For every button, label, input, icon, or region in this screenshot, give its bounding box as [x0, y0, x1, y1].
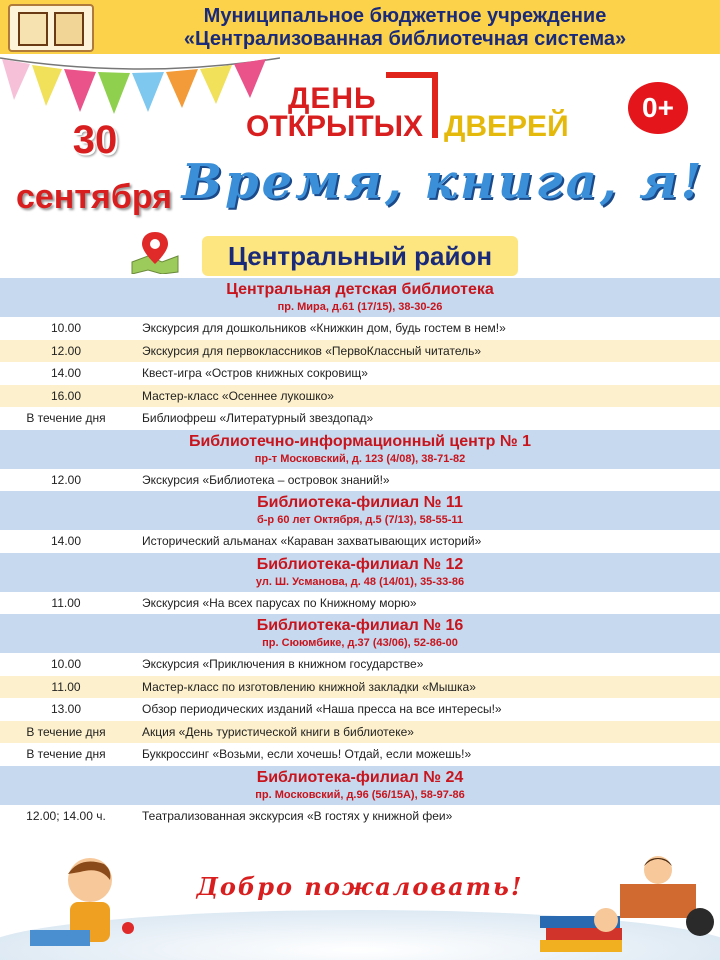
library-header — [0, 430, 720, 469]
organization-name-line2: «Централизованная библиотечная система» — [183, 28, 627, 50]
welcome-text: Добро пожаловать! — [196, 872, 524, 901]
schedule-row — [0, 698, 720, 721]
library-address: пр. Московский, д.96 (56/15А), 58-97-86 — [255, 788, 465, 801]
event-description: Мастер-класс по изготовлению книжной закладки «Мышка» — [142, 679, 476, 694]
event-description: Театрализованная экскурсия «В гостях у книжной феи» — [142, 808, 453, 823]
event-time: В течение дня — [26, 411, 106, 425]
schedule-row — [0, 469, 720, 492]
library-address: пр-т Московский, д. 123 (4/08), 38-71-82 — [254, 452, 466, 465]
event-description: Квест-игра «Остров книжных сокровищ» — [142, 366, 368, 380]
event-description: Исторический альманах «Караван захватывающих историй» — [142, 534, 482, 548]
schedule-row — [0, 385, 720, 408]
event-description: Акция «День туристической книги в библиотеке» — [142, 724, 414, 739]
event-month: сентября — [15, 178, 172, 216]
library-header — [0, 278, 720, 317]
header-band — [0, 0, 720, 54]
event-description: Экскурсия «Библиотека – островок знаний!» — [142, 472, 390, 487]
schedule-row — [0, 721, 720, 744]
district-label: Центральный район — [202, 236, 518, 276]
event-title-line2: ОТКРЫТЫХ — [246, 110, 424, 143]
event-time: 12.00 — [50, 472, 82, 487]
schedule-row — [0, 340, 720, 363]
event-time: 10.00 — [50, 321, 82, 335]
library-address: б-р 60 лет Октября, д.5 (7/13), 58-55-11 — [256, 514, 464, 526]
schedule-row — [0, 407, 720, 430]
event-time: 12.00; 14.00 ч. — [26, 808, 106, 823]
library-name: Центральная детская библиотека — [226, 281, 494, 298]
schedule-row — [0, 743, 720, 766]
event-description: Обзор периодических изданий «Наша пресса на все интересы!» — [142, 702, 502, 716]
event-time: 11.00 — [51, 679, 81, 694]
schedule-row — [0, 653, 720, 676]
schedule-row — [0, 676, 720, 699]
event-description: Библиофреш «Литературный звездопад» — [142, 411, 374, 425]
event-day: 30 — [72, 118, 118, 162]
book-icon — [54, 12, 84, 46]
schedule-row — [0, 592, 720, 615]
event-description: Экскурсия «Приключения в книжном государстве» — [142, 657, 424, 671]
library-address: пр. Мира, д.61 (17/15), 38-30-26 — [277, 301, 443, 313]
event-description: Экскурсия «На всех парусах по Книжному морю» — [142, 595, 417, 610]
schedule-row — [0, 805, 720, 828]
footer-illustration — [0, 850, 720, 960]
library-name: Библиотека-филиал № 24 — [256, 768, 464, 786]
library-name: Библиотека-филиал № 11 — [257, 494, 463, 511]
event-time: 16.00 — [50, 388, 82, 403]
schedule-row — [0, 362, 720, 385]
library-logo — [8, 4, 94, 52]
library-header — [0, 614, 720, 653]
library-header — [0, 553, 720, 592]
event-description: Экскурсия для дошкольников «Книжкин дом, будь гостем в нем!» — [142, 321, 506, 335]
event-time: 14.00 — [50, 366, 82, 380]
library-header — [0, 766, 720, 805]
organization-name-line1: Муниципальное бюджетное учреждение — [203, 5, 607, 27]
bunting-decoration — [0, 54, 280, 134]
slogan: Время, книга, я! — [181, 154, 705, 210]
event-time: 12.00 — [50, 343, 82, 358]
event-description: Буккроссинг «Возьми, если хочешь! Отдай, если можешь!» — [142, 747, 472, 761]
book-icon — [18, 12, 48, 46]
event-time: 10.00 — [50, 657, 82, 671]
event-title-line3: ДВЕРЕЙ — [444, 110, 569, 143]
library-name: Библиотека-филиал № 12 — [256, 555, 464, 573]
event-time: 11.00 — [51, 595, 81, 610]
schedule-table — [0, 278, 720, 827]
event-time: 14.00 — [50, 534, 82, 548]
age-rating-badge: 0+ — [628, 82, 688, 134]
event-time: 13.00 — [50, 702, 82, 716]
schedule-row — [0, 317, 720, 340]
map-pin-icon — [130, 228, 180, 274]
event-description: Мастер-класс «Осеннее лукошко» — [142, 388, 334, 403]
event-description: Экскурсия для первоклассников «ПервоКлассный читатель» — [142, 343, 482, 358]
library-name: Библиотечно-информационный центр № 1 — [188, 432, 532, 450]
library-address: пр. Сююмбике, д.37 (43/06), 52-86-00 — [262, 637, 458, 649]
library-header — [0, 491, 720, 530]
schedule-row — [0, 530, 720, 553]
event-time: В течение дня — [26, 747, 106, 761]
library-name: Библиотека-филиал № 16 — [256, 617, 464, 634]
library-address: ул. Ш. Усманова, д. 48 (14/01), 35-33-86 — [255, 575, 465, 588]
event-time: В течение дня — [26, 724, 106, 739]
event-title-line1: ДЕНЬ — [288, 82, 377, 115]
